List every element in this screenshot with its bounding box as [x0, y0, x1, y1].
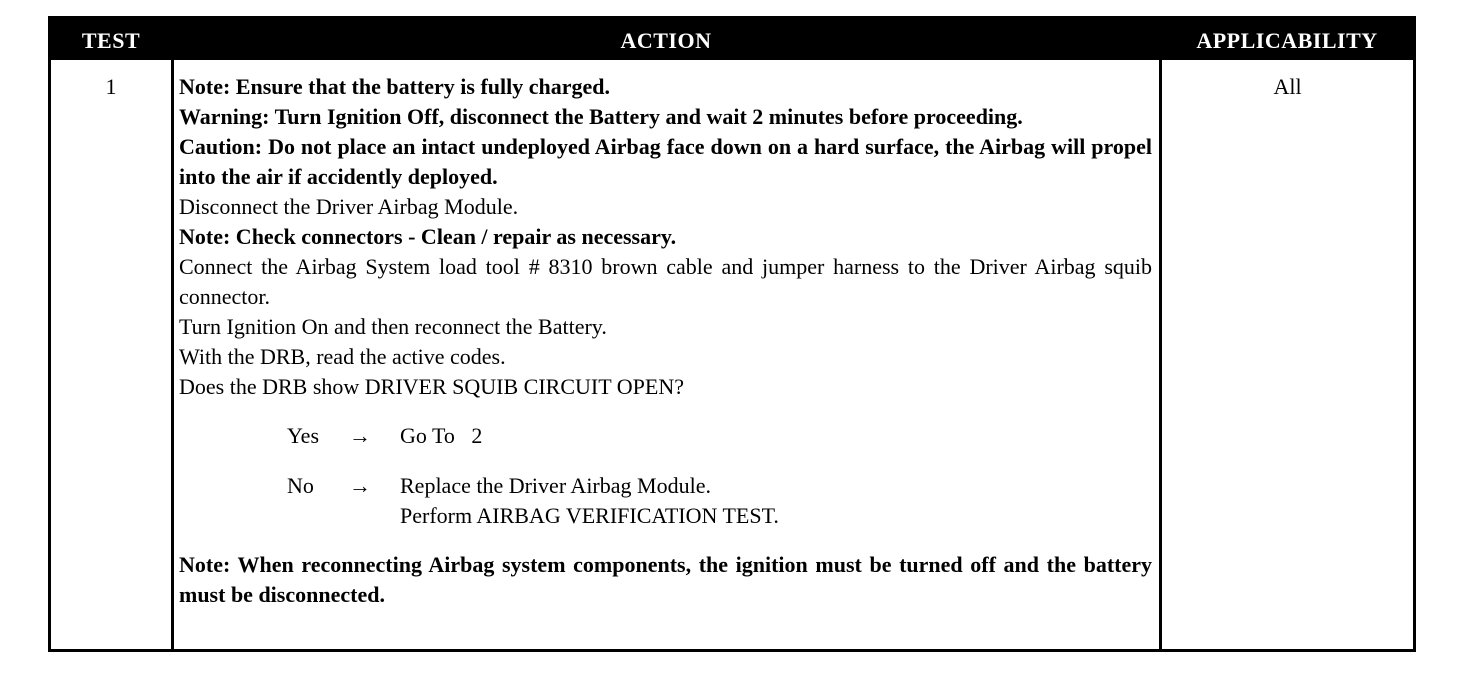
arrow-right-icon: →	[349, 423, 371, 448]
note-battery-charged: Note: Ensure that the battery is fully charged.	[179, 74, 610, 99]
branch-no-result-line1: Replace the Driver Airbag Module.	[400, 473, 711, 498]
applicability-cell: All	[1273, 74, 1302, 99]
warning-ignition-off: Warning: Turn Ignition Off, disconnect the Battery and wait 2 minutes before proceeding.	[179, 104, 1023, 129]
branch-no	[179, 471, 1152, 501]
branch-no-continued	[179, 501, 1152, 531]
action-cell	[179, 72, 1152, 610]
note-reconnect-components: Note: When reconnecting Airbag system components, the ignition must be turned off and the battery must be disconnected.	[179, 552, 1152, 607]
header-applicability: APPLICABILITY	[1196, 28, 1378, 53]
step-connect-load-tool: Connect the Airbag System load tool # 8310 brown cable and jumper harness to the Driver Airbag squib connector.	[179, 254, 1152, 309]
branch-no-result-line2: Perform AIRBAG VERIFICATION TEST.	[400, 503, 779, 528]
branch-yes-result: Go To 2	[400, 423, 483, 448]
test-question: Does the DRB show DRIVER SQUIB CIRCUIT OPEN?	[179, 374, 684, 399]
branch-yes-label: Yes	[287, 423, 320, 448]
caution-airbag-placement: Caution: Do not place an intact undeployed Airbag face down on a hard surface, the Airbag will propel into the air if accidently deployed.	[179, 134, 1152, 189]
branch-no-label: No	[287, 473, 314, 498]
arrow-right-icon: →	[349, 473, 371, 498]
test-number-cell: 1	[105, 74, 117, 99]
step-read-codes: With the DRB, read the active codes.	[179, 344, 506, 369]
column-divider-test-action	[171, 60, 174, 649]
note-check-connectors: Note: Check connectors - Clean / repair as necessary.	[179, 224, 677, 249]
column-divider-action-applicability	[1159, 60, 1162, 649]
step-disconnect-module: Disconnect the Driver Airbag Module.	[179, 194, 519, 219]
table-header-row	[51, 19, 1413, 60]
diagnostic-test-table	[48, 16, 1416, 652]
step-ignition-on: Turn Ignition On and then reconnect the Battery.	[179, 314, 607, 339]
branch-yes	[179, 421, 1152, 451]
header-action: ACTION	[620, 28, 712, 53]
header-test: TEST	[81, 28, 141, 53]
